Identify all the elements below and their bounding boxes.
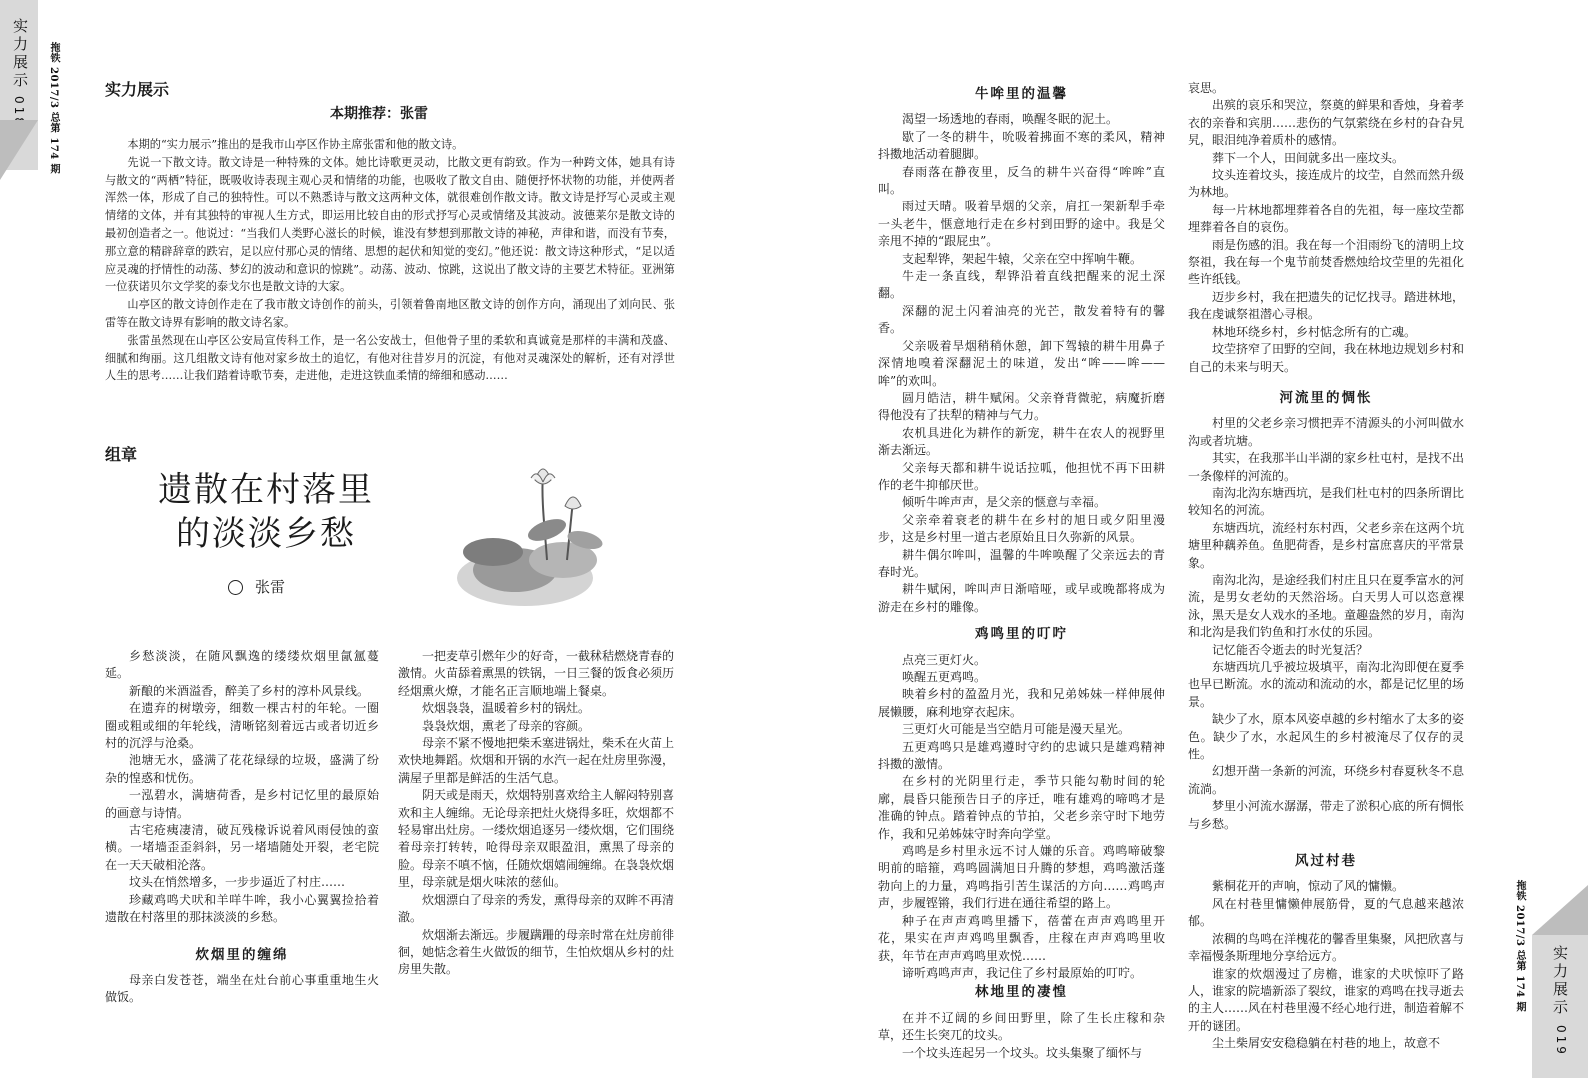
byline (228, 576, 285, 597)
poem-paragraph: 点亮三更灯火。 (902, 652, 987, 667)
poem-paragraph: 深翻的泥土闪着油亮的光芒，散发着特有的馨香。 (878, 303, 1165, 336)
poem-paragraph: 炊烟漂白了母亲的秀发，熏得母亲的双眸不再清澈。 (398, 892, 675, 925)
author-name: 张雷 (255, 578, 286, 596)
poem-paragraph: 三更灯火可能是当空皓月可能是漫天星光。 (902, 722, 1131, 737)
poem-paragraph: 母亲白发苍苍，端坐在灶台前心事重重地生火做饭。 (105, 972, 379, 1005)
poem-paragraph: 母亲不紧不慢地把柴禾塞进锅灶，柴禾在火苗上欢快地舞蹈。炊烟和开锅的水汽一起在灶房里弥漫，满屋子里都是鲜活的生活气息。 (398, 736, 675, 785)
poem-column-1 (105, 648, 379, 1007)
poem-paragraph: 倾听牛哞声声，是父亲的惬意与幸福。 (902, 495, 1107, 510)
poem-paragraph: 坟茔挤窄了田野的空间，我在林地边规划乡村和自己的未来与明天。 (1188, 342, 1465, 374)
poem-paragraph: 渴望一场透地的春雨，唤醒冬眠的泥土。 (902, 112, 1119, 127)
group-label: 组章 (105, 445, 138, 464)
poem-paragraph: 坟头连着坟头，接连成片的坟茔，自然而然升级为林地。 (1188, 168, 1465, 200)
poem-paragraph: 雨是伤感的泪。我在每一个泪雨纷飞的清明上坟祭祖，我在每一个鬼节前焚香燃烛给坟茔里的先祖化些许纸钱。 (1188, 237, 1465, 287)
poem-paragraph: 南沟北沟东塘西坑，是我们杜屯村的四条所谓比较知名的河流。 (1188, 485, 1465, 518)
poem-paragraph: 记忆能否令逝去的时光复活？ (1212, 642, 1369, 657)
intro-paragraph: 张雷虽然现在山亭区公安局宣传科工作，是一名公安战士，但他骨子里的柔软和真诚竟是那样的丰满和茂盛、细腻和绚丽。这几组散文诗有他对家乡故土的追忆，有他对往昔岁月的沉淀，有他对灵魂深处的解析，还有对浮世人生的思考……让我们踏着诗歌节奏，走进他，走进这铁血柔情的缔细和感动…… (105, 333, 675, 383)
poem-paragraph: 一泓碧水，满塘荷香，是乡村记忆里的最原始的画意与诗情。 (105, 788, 379, 820)
poem-paragraph: 葬下一个人，田间就多出一座坟头。 (1212, 150, 1405, 165)
issue-meta: 拖铁 2017/3 总第 174 期 (48, 42, 59, 175)
poem-paragraph: 梦里小河流水潺潺，带走了淤积心底的所有惆怅与乡愁。 (1188, 799, 1465, 831)
poem-paragraph: 出殡的哀乐和哭泣，祭奠的鲜果和香烛，身着孝衣的亲眷和宾朋……悲伤的气氛萦绕在乡村的旮旮旯旯，眼泪纯净着质朴的感情。 (1188, 98, 1465, 148)
poem-subtitle: 林地里的凄惶 (975, 984, 1068, 1001)
poem-paragraph: 映着乡村的盈盈月光，我和兄弟姊妹一样伸展伸展懒腰，麻利地穿衣起床。 (878, 687, 1165, 719)
article-title-line: 遗散在村落里 (158, 470, 374, 510)
article-title (150, 468, 382, 556)
issue-meta: 拖铁 2017/3 总第 174 期 (1514, 880, 1525, 1013)
right-page (794, 0, 1588, 1078)
poem-paragraph: 谁家的炊烟漫过了房檐，谁家的犬吠惊吓了路人，谁家的院墙新添了裂纹，谁家的鸡鸣在找寻逝去的主人……风在村巷里漫不经心地行进，制造着解不开的谜团。 (1188, 966, 1465, 1033)
poem-paragraph: 每一片林地都埋葬着各自的先祖，每一座坟茔都埋葬着各自的哀伤。 (1188, 202, 1465, 235)
poem-paragraph: 父亲牵着衰老的耕牛在乡村的旭日或夕阳里漫步，这是乡村里一道古老原始且日久弥新的风景。 (878, 512, 1165, 545)
poem-subtitle: 河流里的惆怅 (1279, 389, 1373, 406)
intro-paragraph: 本期的“实力展示”推出的是我市山亭区作协主席张雷和他的散文诗。 (127, 138, 464, 151)
poem-paragraph: 南沟北沟，是途经我们村庄且只在夏季富水的河流，是男女老幼的天然浴场。白天男人可以恣意裸泳，黑天是女人戏水的圣地。童趣盎然的岁月，南沟和北沟是我们钓鱼和打水仗的乐园。 (1188, 572, 1465, 640)
poem-paragraph: 东塘西坑，流经村东村西，父老乡亲在这两个坑塘里种藕养鱼。鱼肥荷香，是乡村富庶喜庆的平常景象。 (1188, 520, 1465, 570)
page-corner (1532, 885, 1588, 935)
section-title: 实力展示 (105, 80, 170, 99)
poem-subtitle: 炊烟里的缠绵 (195, 946, 289, 963)
poem-paragraph: 鸡鸣是乡村里永远不讨人嫌的乐音。鸡鸣啼破黎明前的暗箍，鸡鸣圆满旭日升腾的梦想，鸡鸣激活蓬勃向上的力量，鸡鸣指引苦生谋活的方向……鸡鸣声声，步履铿锵，我们行进在通往希望的路上。 (878, 844, 1165, 911)
poem-paragraph: 炊烟渐去渐远。步履蹒跚的母亲时常在灶房前徘徊，她惦念着生火做饭的细节，生怕炊烟从乡村的灶房里失散。 (398, 927, 675, 977)
poem-paragraph: 袅袅炊烟，熏老了母亲的容颜。 (422, 718, 591, 733)
poem-paragraph: 雨过天晴。吸着旱烟的父亲，肩扛一架新犁手牵一头老牛，惬意地行走在乡村到田野的途中。我是父亲甩不掉的“跟屁虫”。 (878, 199, 1165, 249)
poem-paragraph: 浓稠的鸟鸣在洋槐花的馨香里集聚，风把欣喜与幸福慢条斯理地分享给远方。 (1188, 931, 1465, 964)
intro-paragraph: 山亭区的散文诗创作走在了我市散文诗创作的前头，引领着鲁南地区散文诗的创作方向，涌现出了刘向民、张雷等在散文诗界有影响的散文诗名家。 (105, 298, 675, 329)
poem-paragraph: 村里的父老乡亲习惯把弄不清源头的小河叫做水沟或者坑塘。 (1188, 416, 1465, 448)
section-tab (1532, 935, 1588, 1078)
page-number: 018 (12, 96, 26, 128)
poem-paragraph: 炊烟袅袅，温暖着乡村的锅灶。 (422, 701, 591, 716)
poem-paragraph: 歇了一冬的耕牛，吮吸着拂面不寒的柔风，精神抖擞地活动着腿脚。 (878, 129, 1165, 162)
poem-paragraph: 哀思。 (1188, 81, 1225, 95)
poem-paragraph: 东塘西坑几乎被垃圾填平，南沟北沟即便在夏季也早已断流。水的流动和流动的水，都是记忆里的场景。 (1188, 660, 1465, 709)
poem-paragraph: 支起犁铧，架起牛辕，父亲在空中挥响牛鞭。 (902, 251, 1143, 266)
poem-subtitle: 鸡鸣里的叮咛 (975, 626, 1068, 643)
poem-paragraph: 在乡村的光阴里行走，季节只能勾勒时间的轮廓，晨昏只能预告日子的序迁，唯有雄鸡的啼鸣才是准确的钟点。踏着钟点的节拍，父老乡亲守时下地劳作，我和兄弟姊妹守时奔向学堂。 (878, 774, 1165, 841)
poem-paragraph: 农机具进化为耕作的新宠，耕牛在农人的视野里渐去渐远。 (878, 425, 1165, 458)
poem-paragraph: 种子在声声鸡鸣里播下，蓓蕾在声声鸡鸣里开花，果实在声声鸡鸣里飘香，庄稼在声声鸡鸣里收获，年节在声声鸡鸣里欢悦…… (878, 913, 1165, 963)
poem-paragraph: 阴天或是雨天，炊烟特别喜欢给主人解闷特别喜欢和主人缠绵。无论母亲把灶火烧得多旺，炊烟都不轻易窜出灶房。一缕炊烟追逐另一缕炊烟，它们围绕着母亲打转转，呛得母亲双眼盈泪，熏黑了母亲的脸。母亲不嗔不恼，任随炊烟嬉闹缠绵。在袅袅炊烟里，母亲就是烟火味浓的慈仙。 (398, 788, 675, 890)
poem-paragraph: 父亲吸着旱烟稍稍休憩，卸下驾辕的耕牛用鼻子深情地嗅着深翻泥土的味道，发出“哞——哞——哞”的欢叫。 (878, 338, 1165, 388)
poem-paragraph: 耕牛赋闲，哞叫声日渐喑哑，或早或晚都将成为游走在乡村的雕像。 (878, 582, 1165, 614)
poem-paragraph: 牛走一条直线，犁铧沿着直线把醒来的泥土深翻。 (878, 269, 1165, 301)
intro-paragraph: 先说一下散文诗。散文诗是一种特殊的文体。她比诗歌更灵动，比散文更有韵致。作为一种跨文体，她具有诗与散文的“两栖”特征，既吸收诗表现主观心灵和情绪的功能，也吸收了散文自由、随便抒怀状物的功能，并使两者浑然一体，形成了自己的独特性。可以不熟悉诗与散文这两种文体，就很难创作散文诗。散文诗是抒写心灵或主观情绪的文体，并有其独特的审视人生方式，即运用比较自由的形式抒写心灵或情绪及其波动。波德莱尔是散文诗的最初创造者之一。他说过：“当我们人类野心滋长的时候，谁没有梦想到那散文诗的神秘，声律和谐，而没有节奏，那立意的精辟辞章的跌宕，足以应付那心灵的情绪、思想的起伏和知觉的变幻。”他还说：散文诗这种形式，“足以适应灵魂的抒情性的动荡、梦幻的波动和意识的惊跳”。动荡、波动、惊跳，这说出了散文诗的主要艺术特征。亚洲第一位获诺贝尔文学奖的泰戈尔也是散文诗的大家。 (105, 155, 675, 294)
article-title-line: 的淡淡乡愁 (176, 514, 356, 554)
poem-column-3 (878, 86, 1165, 1062)
section-tab-label: 实力展示 (11, 18, 29, 90)
poem-paragraph: 紫桐花开的声响，惊动了风的慵懒。 (1212, 879, 1405, 894)
poem-subtitle: 风过村巷 (1295, 853, 1357, 870)
section-tab-label: 实力展示 (1551, 945, 1569, 1017)
poem-paragraph: 风在村巷里慵懒伸展筋骨，夏的气息越来越浓郁。 (1188, 896, 1464, 929)
poem-paragraph: 父亲每天都和耕牛说话拉呱，他担忧不再下田耕作的老牛抑郁厌世。 (878, 460, 1165, 492)
poem-paragraph: 唤醒五更鸡鸣。 (902, 670, 987, 684)
poem-paragraph: 在并不辽阔的乡间田野里，除了生长庄稼和杂草，还生长突兀的坟头。 (878, 1010, 1165, 1043)
poem-paragraph: 尘土柴屑安安稳稳躺在村巷的地上，故意不 (1212, 1036, 1441, 1051)
lotus-illustration (455, 460, 620, 610)
poem-subtitle: 牛哞里的温馨 (975, 86, 1068, 102)
intro-text (105, 136, 675, 385)
poem-column-2 (398, 648, 674, 979)
poem-paragraph: 迈步乡村，我在把遗失的记忆找寻。踏进林地，我在虔诚祭祖潜心寻根。 (1188, 289, 1465, 322)
poem-paragraph: 一个坟头连起另一个坟头。坟头集聚了缅怀与 (902, 1045, 1143, 1060)
poem-paragraph: 珍藏鸡鸣犬吠和羊咩牛哞，我小心翼翼捡拾着遗散在村落里的那抹淡淡的乡愁。 (105, 892, 379, 925)
poem-paragraph: 耕牛偶尔哞叫，温馨的牛哞唤醒了父亲远去的青春时光。 (878, 547, 1165, 579)
poem-paragraph: 圆月皓洁，耕牛赋闲。父亲脊背微驼，病魔折磨得他没有了扶犁的精神与气力。 (878, 390, 1165, 423)
poem-paragraph: 池塘无水，盛满了花花绿绿的垃圾，盛满了纷杂的惶惑和忧伤。 (105, 753, 379, 785)
poem-paragraph: 林地环绕乡村，乡村惦念所有的亡魂。 (1212, 324, 1417, 339)
poem-column-4 (1188, 80, 1464, 1053)
poem-paragraph: 在遗弃的树墩旁，细数一棵古村的年轮。一圈圈或粗或细的年轮线，清晰铭刻着远古或者切近乡村的沉浮与沧桑。 (105, 701, 379, 751)
feature-title: 本期推荐：张雷 (330, 106, 428, 122)
page-corner (0, 120, 38, 180)
poem-paragraph: 幻想开凿一条新的河流，环绕乡村春夏秋冬不息流淌。 (1188, 764, 1465, 796)
poem-paragraph: 春雨落在静夜里，反刍的耕牛兴奋得“哞哞”直叫。 (878, 164, 1165, 197)
poem-paragraph: 缺少了水，原本风姿卓越的乡村缩水了太多的姿色。缺少了水，水起风生的乡村被淹尽了仅存的灵性。 (1188, 712, 1465, 762)
poem-paragraph: 古宅疮痍凄清，破瓦残椽诉说着风雨侵蚀的蛮横。一堵墙歪歪斜斜，另一堵墙随处开裂，老宅院在一天天破相沦落。 (105, 823, 379, 872)
poem-paragraph: 坟头在悄然增多，一步步逼近了村庄…… (129, 875, 346, 890)
poem-paragraph: 其实，在我那半山半湖的家乡杜屯村，是找不出一条像样的河流的。 (1188, 451, 1465, 483)
circle-icon (228, 580, 243, 595)
poem-paragraph: 五更鸡鸣只是雄鸡遵时守约的忠诚只是雄鸡精神抖擞的激情。 (878, 739, 1165, 772)
poem-paragraph: 新酿的米酒溢香，醉美了乡村的淳朴风景线。 (129, 683, 370, 698)
poem-paragraph: 乡愁淡淡，在随风飘逸的缕缕炊烟里氤氲蔓延。 (105, 649, 379, 681)
page-number: 019 (1554, 1025, 1568, 1057)
poem-paragraph: 谛听鸡鸣声声，我记住了乡村最原始的叮咛。 (902, 965, 1143, 980)
poem-paragraph: 一把麦草引燃年少的好奇，一截秫秸燃烧青春的激情。火苗舔着熏黑的铁锅，一日三餐的饭食必须历经烟熏火燎，才能名正言顺地端上餐桌。 (398, 649, 675, 698)
